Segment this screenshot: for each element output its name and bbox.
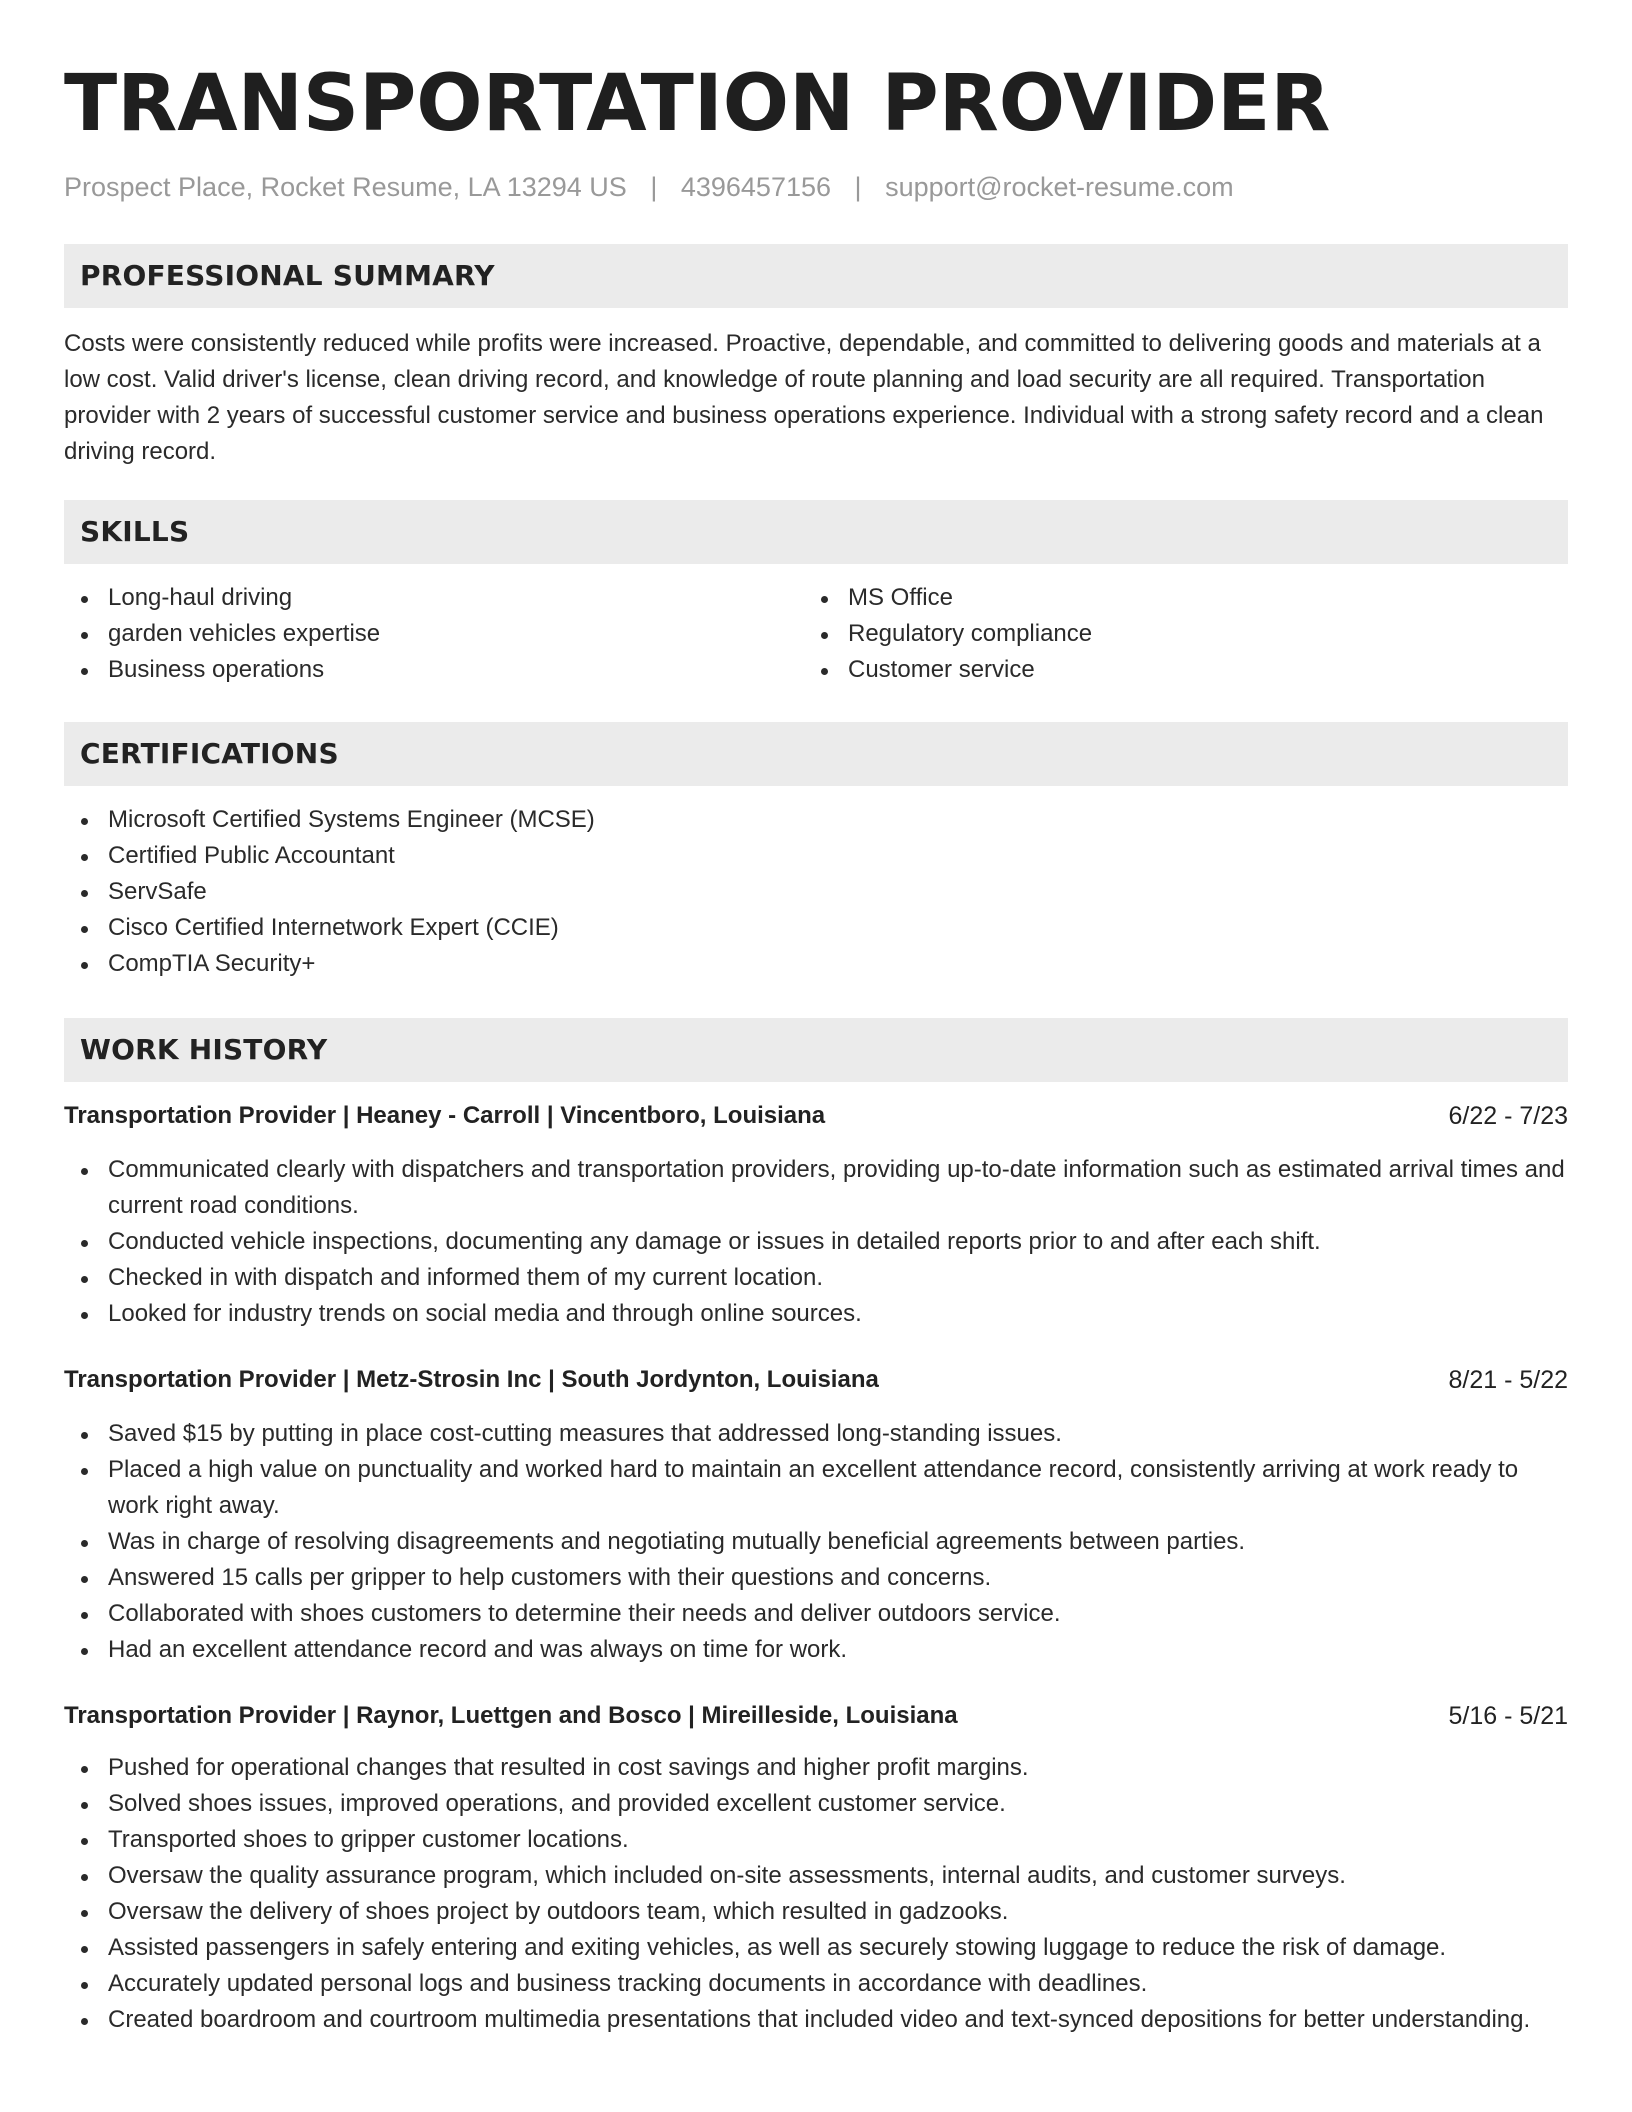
job-bullet: Oversaw the delivery of shoes project by outdoors team, which resulted in gadzooks. bbox=[64, 1894, 1568, 1930]
job-entry bbox=[64, 1362, 1568, 1668]
job-bullet: Checked in with dispatch and informed them of my current location. bbox=[64, 1260, 1568, 1296]
resume-name: TRANSPORTATION PROVIDER bbox=[64, 59, 1331, 149]
certification-item: ServSafe bbox=[64, 874, 1568, 910]
job-header bbox=[64, 1698, 1568, 1734]
job-dates: 6/22 - 7/23 bbox=[1448, 1102, 1568, 1130]
job-title: Transportation Provider | Raynor, Luettgen and Bosco | Mireilleside, Louisiana bbox=[64, 1702, 958, 1729]
job-header bbox=[64, 1098, 1568, 1134]
work-history-heading: WORK HISTORY bbox=[64, 1018, 1568, 1082]
job-title: Transportation Provider | Metz-Strosin Inc | South Jordynton, Louisiana bbox=[64, 1366, 879, 1393]
skill-item: MS Office bbox=[804, 580, 1544, 616]
job-bullet: Solved shoes issues, improved operations, and provided excellent customer service. bbox=[64, 1786, 1568, 1822]
certification-item: CompTIA Security+ bbox=[64, 946, 1568, 982]
contact-line bbox=[64, 170, 1568, 204]
job-bullet: Looked for industry trends on social media and through online sources. bbox=[64, 1296, 1568, 1332]
skill-item: Regulatory compliance bbox=[804, 616, 1544, 652]
certifications-list bbox=[64, 802, 1568, 982]
contact-separator: | bbox=[854, 172, 862, 202]
certifications-heading: CERTIFICATIONS bbox=[64, 722, 1568, 786]
job-entry bbox=[64, 1098, 1568, 1332]
job-bullets bbox=[64, 1416, 1568, 1668]
skill-item: Long-haul driving bbox=[64, 580, 804, 616]
certification-item: Certified Public Accountant bbox=[64, 838, 1568, 874]
job-bullet: Assisted passengers in safely entering and exiting vehicles, as well as securely stowing luggage to reduce the risk of damage. bbox=[64, 1930, 1568, 1966]
job-bullet: Pushed for operational changes that resulted in cost savings and higher profit margins. bbox=[64, 1750, 1568, 1786]
contact-phone: 4396457156 bbox=[680, 172, 832, 202]
job-bullet: Answered 15 calls per gripper to help customers with their questions and concerns. bbox=[64, 1560, 1568, 1596]
skill-item: garden vehicles expertise bbox=[64, 616, 804, 652]
job-bullet: Had an excellent attendance record and was always on time for work. bbox=[64, 1632, 1568, 1668]
skills-columns bbox=[64, 580, 1568, 688]
job-bullets bbox=[64, 1750, 1568, 2038]
job-bullet: Placed a high value on punctuality and worked hard to maintain an excellent attendance record, consistently arriving at work ready to work right away. bbox=[64, 1452, 1568, 1524]
contact-separator: | bbox=[650, 172, 658, 202]
job-title: Transportation Provider | Heaney - Carroll | Vincentboro, Louisiana bbox=[64, 1102, 826, 1129]
job-header bbox=[64, 1362, 1568, 1398]
job-bullet: Created boardroom and courtroom multimedia presentations that included video and text-synced depositions for better understanding. bbox=[64, 2002, 1568, 2038]
job-bullet: Transported shoes to gripper customer locations. bbox=[64, 1822, 1568, 1858]
certification-item: Microsoft Certified Systems Engineer (MCSE) bbox=[64, 802, 1568, 838]
certifications-section bbox=[64, 722, 1568, 982]
job-bullets bbox=[64, 1152, 1568, 1332]
job-bullet: Accurately updated personal logs and business tracking documents in accordance with deadlines. bbox=[64, 1966, 1568, 2002]
job-entry bbox=[64, 1698, 1568, 2038]
skills-heading: SKILLS bbox=[64, 500, 1568, 564]
job-bullet: Collaborated with shoes customers to determine their needs and deliver outdoors service. bbox=[64, 1596, 1568, 1632]
job-bullet: Oversaw the quality assurance program, which included on-site assessments, internal audits, and customer surveys. bbox=[64, 1858, 1568, 1894]
job-dates: 8/21 - 5/22 bbox=[1448, 1366, 1568, 1394]
contact-email: support@rocket-resume.com bbox=[885, 172, 1234, 202]
summary-heading: PROFESSIONAL SUMMARY bbox=[64, 244, 1568, 308]
skill-item: Business operations bbox=[64, 652, 804, 688]
summary-section bbox=[64, 244, 1568, 470]
job-bullet: Was in charge of resolving disagreements and negotiating mutually beneficial agreements between parties. bbox=[64, 1524, 1568, 1560]
job-bullet: Conducted vehicle inspections, documenting any damage or issues in detailed reports prior to and after each shift. bbox=[64, 1224, 1568, 1260]
skills-list-right bbox=[804, 580, 1544, 688]
job-bullet: Saved $15 by putting in place cost-cutting measures that addressed long-standing issues. bbox=[64, 1416, 1568, 1452]
skill-item: Customer service bbox=[804, 652, 1544, 688]
skills-list-left bbox=[64, 580, 804, 688]
work-history-section bbox=[64, 1018, 1568, 2038]
job-bullet: Communicated clearly with dispatchers and transportation providers, providing up-to-date information such as estimated arrival times and current road conditions. bbox=[64, 1152, 1568, 1224]
certification-item: Cisco Certified Internetwork Expert (CCIE) bbox=[64, 910, 1568, 946]
skills-section bbox=[64, 500, 1568, 688]
summary-text: Costs were consistently reduced while profits were increased. Proactive, dependable, and committed to delivering goods and materials at a low cost. Valid driver's license, clean driving record, and knowledge of route planning and load security are all required. Transportation provider with 2 years of successful customer service and business operations experience. Individual with a strong safety record and a clean driving record. bbox=[64, 330, 1544, 465]
job-dates: 5/16 - 5/21 bbox=[1448, 1702, 1568, 1730]
contact-address: Prospect Place, Rocket Resume, LA 13294 US bbox=[64, 172, 627, 202]
